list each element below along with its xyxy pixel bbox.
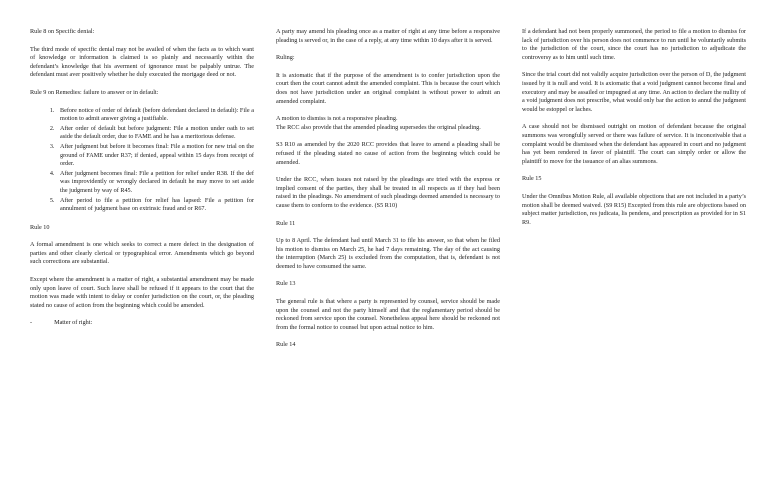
column-right: [522, 28, 746, 236]
s3-r10-paragraph: S3 R10 as amended by the 2020 RCC provides that leave to amend a pleading shall be refused if the pleading stated no cause of action from the beginning which could be amended.: [276, 141, 500, 166]
rule10-paragraph-substantial-amendment: Except where the amendment is a matter of right, a substantial amendment may be made only upon leave of court. Such leave shall be refused if it appears to the court that the motion was made with intent to delay or confer jurisdiction on the court, or, the pleading stated no cause of action from the beginning which could be amended.: [30, 276, 254, 309]
dash-bullet: -: [30, 319, 33, 327]
matter-of-right-bullet: [30, 319, 254, 328]
amended-supersedes-line: The RCC also provide that the amended pleading supersedes the original pleading.: [276, 123, 481, 131]
rule9-remedies-list: [30, 107, 254, 214]
list-item: 4. After judgment becomes final: File a petition for relief under R38. If the def was improvidently or wrongly declared in default he may move to set aside the judgment by way of R45.: [56, 170, 254, 196]
list-item: 3. After judgment but before it becomes final: File a motion for new trial on the ground of FAME under R37; if denied, appeal within 15 days from receipt of order.: [56, 143, 254, 169]
rule13-heading: Rule 13: [276, 280, 296, 288]
motion-to-dismiss-paragraph: [276, 115, 500, 132]
rule15-heading: Rule 15: [522, 175, 542, 183]
rule10-heading: Rule 10: [30, 223, 50, 231]
improper-summons-paragraph: If a defendant had not been properly summoned, the period to file a motion to dismiss for lack of jurisdiction over his person does not commence to run until he voluntarily submits to the jurisdiction of the court, since the court has no jurisdiction to adjudicate the controversy as to him until such time.: [522, 28, 746, 61]
column-middle: [276, 28, 500, 359]
ruling-heading: Ruling:: [276, 54, 295, 62]
amend-once-paragraph: A party may amend his pleading once as a matter of right at any time before a responsive pleading is served or, in the case of a reply, at any time within 10 days after it is served.: [276, 28, 500, 44]
rule10-paragraph-formal-amendment: A formal amendment is one which seeks to correct a mere defect in the designation of parties and other clearly clerical or typographical error. Amendments which go beyond such corrections are substantial.: [30, 241, 254, 266]
motion-not-responsive-line: A motion to dismiss is not a responsive pleading.: [276, 115, 398, 123]
rule8-paragraph: The third mode of specific denial may not be availed of when the facts as to which want of knowledge or information is claimed is so plainly and necessarily within the defendant’s knowledge that his averment of ignorance must be palpably untrue. The defendant must aver positively whether he duly executed the mortgage deed or not.: [30, 45, 254, 79]
rule13-paragraph: The general rule is that where a party is represented by counsel, service should be made upon the counsel and not the party himself and that the reglamentary period should be reckoned from service upon the counsel. Nonetheless appeal here should be reckoned not from the formal notice to counsel but upon actual notice to him.: [276, 298, 500, 331]
void-judgment-paragraph: Since the trial court did not validly acquire jurisdiction over the person of D, the judgment issued by it is null and void. It is axiomatic that a void judgment cannot become final and executory and may be assailed or impugned at any time. An action to declare the nullity of a void judgment does not prescribe, what would only bar the action to annul the judgment would be estoppel or laches.: [522, 71, 746, 113]
rule8-heading: Rule 8 on Specific denial:: [30, 28, 95, 35]
list-item: 5. After period to file a petition for relief has lapsed: File a petition for annulment of judgment base on extrinsic fraud and or R67.: [56, 197, 254, 214]
alias-summons-paragraph: A case should not be dismissed outright on motion of defendant because the original summons was wrongfully served or there was failure of service. It is inconceivable that a complaint would be dismissed when the defendant has appeared in court and no judgment has yet been rendered in favor of plaintiff. The court can simply order or allow the plaintiff to move for the issuance of an alias summons.: [522, 123, 746, 165]
list-item: 1. Before notice of order of default (before defendant declared in default): File a motion to admit answer giving a justifiable.: [56, 107, 254, 124]
rule11-heading: Rule 11: [276, 219, 296, 227]
matter-of-right-label: Matter of right:: [54, 319, 93, 327]
rule14-heading: Rule 14: [276, 341, 296, 349]
omnibus-motion-paragraph: Under the Omnibus Motion Rule, all available objections that are not included in a party’s motion shall be deemed waived. (S9 R15) Excepted from this rule are objections based on subject matter jurisdiction, res judicata, lis pendens, and prescription as provided for in S1 R9.: [522, 192, 746, 226]
list-item: 2. After order of default but before judgment: File a motion under oath to set aside the default order, due to FAME and he has a meritorious defense.: [56, 125, 254, 142]
issues-not-raised-paragraph: Under the RCC, when issues not raised by the pleadings are tried with the express or implied consent of the parties, they shall be treated in all respects as if they had been raised in the pleadings. No amendment of such pleadings deemed amended is necessary to cause them to conform to the evidence. (S5 R10): [276, 176, 500, 209]
column-left: [30, 28, 254, 328]
rule9-heading: Rule 9 on Remedies: failure to answer or in default:: [30, 88, 159, 96]
ruling-paragraph: It is axiomatic that if the purpose of the amendment is to confer jurisdiction upon the court then the court cannot admit the amended complaint. This is because the court which does not have jurisdiction under an original complaint is without power to admit an amended complaint.: [276, 71, 500, 105]
rule11-paragraph: Up to 8 April. The defendant had until March 31 to file his answer, so that when he filed his motion to dismiss on March 25, he had 7 days remaining. The day of the act causing the interruption (March 25) is excluded from the computation, that is, defendant is not deemed to have consumed the same.: [276, 237, 500, 270]
